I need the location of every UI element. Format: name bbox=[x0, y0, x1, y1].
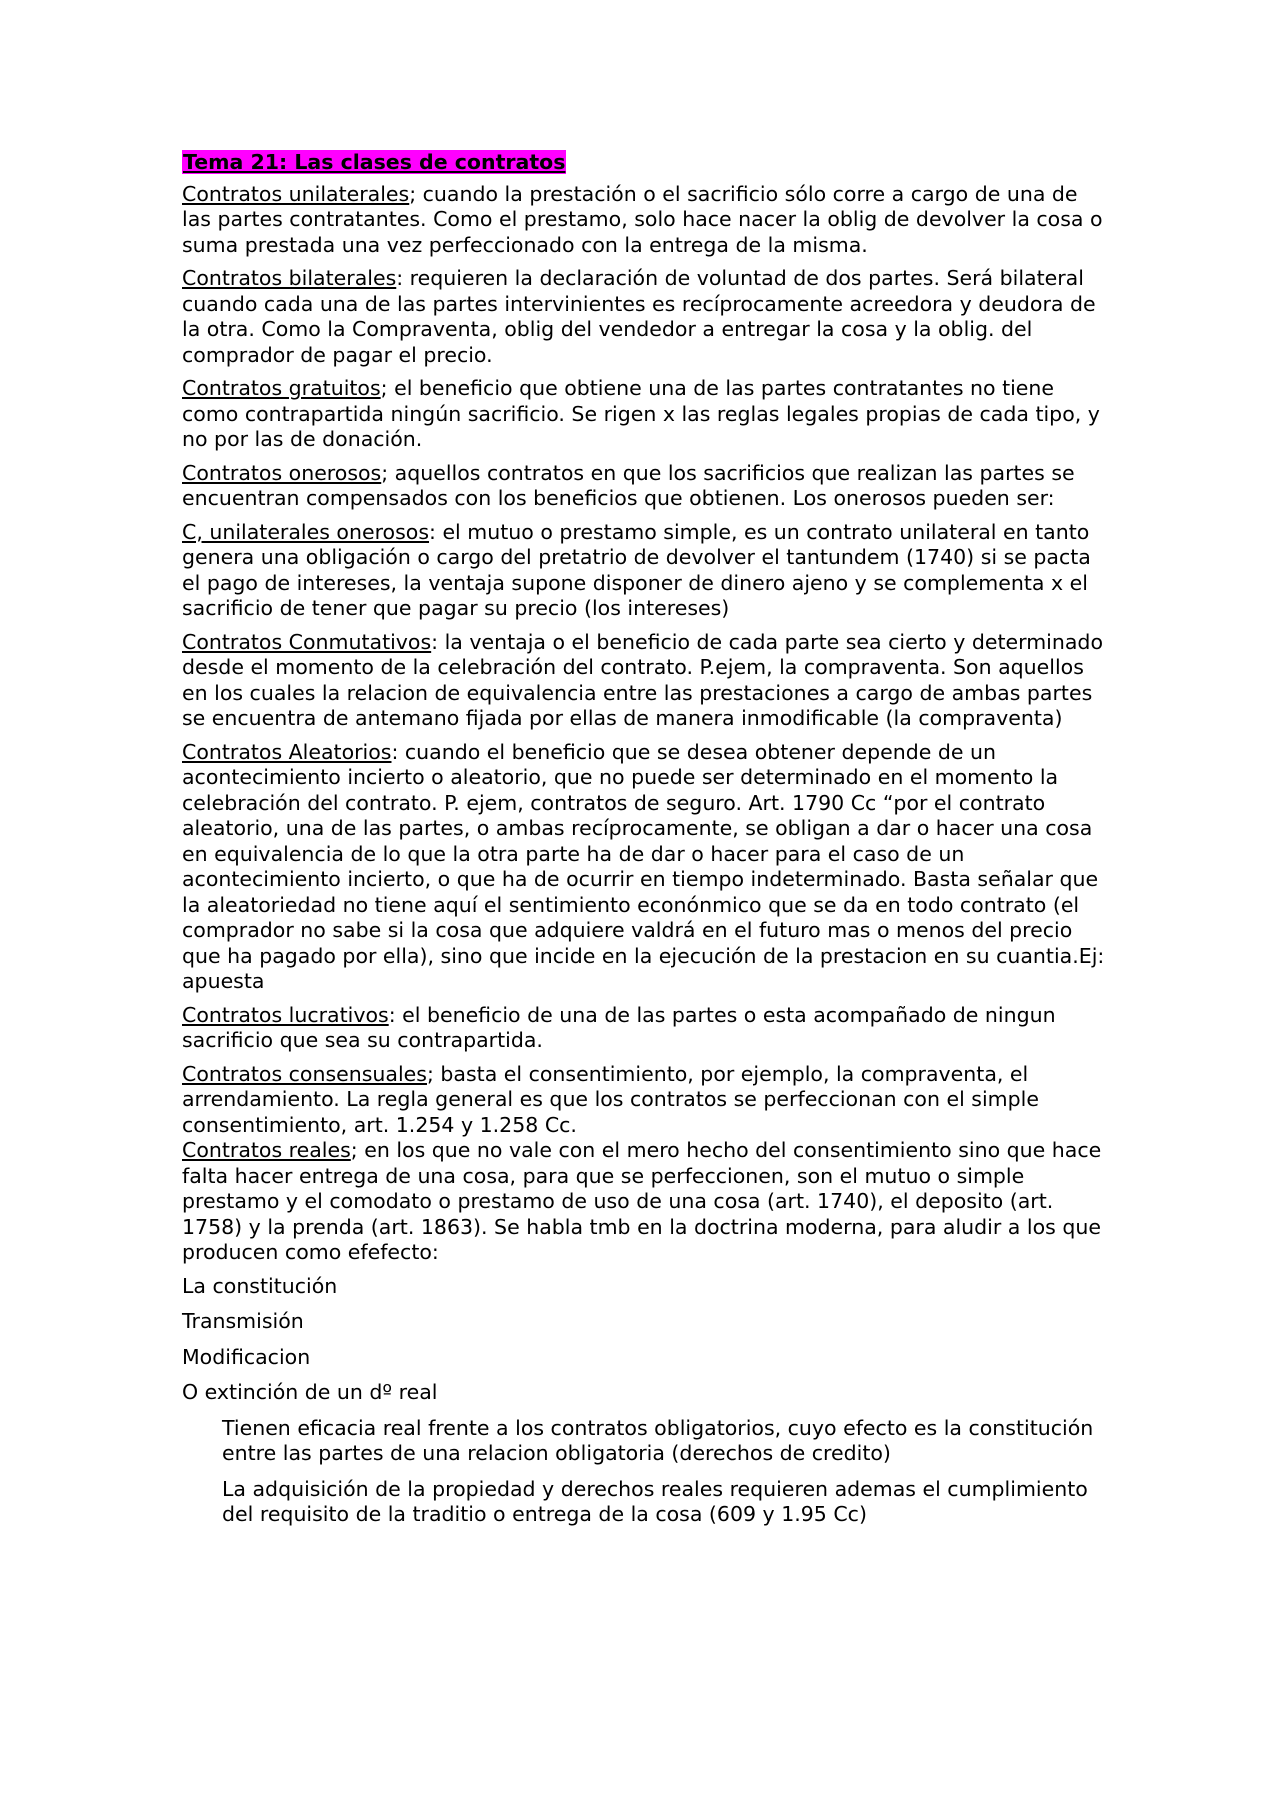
section-text: ; aquellos contratos en que los sacrificios que realizan las partes se encuentran compensados con los beneficios que obtienen. Los onerosos pueden ser: bbox=[182, 460, 1075, 510]
section-unilaterales bbox=[182, 182, 1110, 259]
title-highlight: Tema 21: Las clases de contratos bbox=[183, 150, 566, 174]
section-text: : el mutuo o prestamo simple, es un contrato unilateral en tanto genera una obligación o cargo del pretatrio de devolver el tantundem (1740) si se pacta el pago de intereses, la ventaja supone disponer de dinero ajeno y se complementa x el sacrificio de tener que pagar su precio (los intereses) bbox=[182, 519, 1091, 620]
term-label: Contratos unilaterales bbox=[182, 181, 410, 206]
term-label: Contratos reales bbox=[182, 1138, 351, 1162]
effect-item-transmision: Transmisión bbox=[182, 1309, 304, 1333]
section-unilaterales-onerosos bbox=[182, 520, 1110, 622]
section-text: : el beneficio de una de las partes o esta acompañado de ningun sacrificio que sea su contrapartida. bbox=[182, 1002, 1056, 1052]
effect-item-extincion: O extinción de un dº real bbox=[182, 1380, 438, 1404]
term-label: Contratos gratuitos bbox=[182, 376, 381, 400]
section-gratuitos bbox=[182, 376, 1110, 453]
term-label: Contratos Conmutativos bbox=[182, 629, 432, 654]
section-bilaterales bbox=[182, 266, 1110, 368]
document-title bbox=[182, 150, 1110, 176]
effect-item-constitucion: La constitución bbox=[182, 1273, 338, 1298]
term-label: Contratos onerosos bbox=[182, 460, 382, 485]
section-text: : cuando el beneficio que se desea obtener depende de un acontecimiento incierto o aleatorio, que no puede ser determinado en el momento la celebración del contrato. P. ejem, contratos de seguro. Art. 1790 Cc “por el contrato aleatorio, una de las partes, o ambas recíprocamente, se obligan a dar o hacer una cosa en equivalencia de lo que la otra parte ha de dar o hacer para el caso de un acontecimiento incierto, o que ha de ocurrir en tiempo indeterminado. Basta señalar que la aleatoriedad no tiene aquí el sentimiento econónmico que se da en todo contrato (el comprador no sabe si la cosa que adquiere valdrá en el futuro mas o menos del precio que ha pagado por ella), sino que incide en la ejecución de la prestacion en su cuantia.Ej: apuesta bbox=[182, 739, 1105, 993]
section-text: : la ventaja o el beneficio de cada parte sea cierto y determinado desde el momento de la celebración del contrato. P.ejem, la compraventa. Son aquellos en los cuales la relacion de equivalencia entre las prestaciones a cargo de ambas partes se encuentra de antemano fijada por ellas de manera inmodificable (la compraventa) bbox=[182, 629, 1103, 730]
section-aleatorios bbox=[182, 740, 1110, 995]
indented-paragraph-adquisicion: La adquisición de la propiedad y derechos reales requieren ademas el cumplimiento del requisito de la traditio o entrega de la cosa (609 y 1.95 Cc) bbox=[222, 1476, 1088, 1526]
term-label: Contratos Aleatorios bbox=[182, 739, 392, 764]
section-lucrativos bbox=[182, 1003, 1110, 1054]
section-text: ; cuando la prestación o el sacrificio sólo corre a cargo de una de las partes contratantes. Como el prestamo, solo hace nacer la oblig de devolver la cosa o suma prestada una vez perfeccionado con la entrega de la misma. bbox=[182, 181, 1103, 257]
section-text: ; basta el consentimiento, por ejemplo, la compraventa, el arrendamiento. La regla general es que los contratos se perfeccionan con el simple consentimiento, art. 1.254 y 1.258 Cc. bbox=[182, 1061, 1039, 1137]
effect-item-modificacion: Modificacion bbox=[182, 1344, 311, 1369]
document-page bbox=[182, 150, 1110, 1538]
section-text: ; en los que no vale con el mero hecho del consentimiento sino que hace falta hacer entrega de una cosa, para que se perfeccionen, son el mutuo o simple prestamo y el comodato o prestamo de uso de una cosa (art. 1740), el deposito (art. 1758) y la prenda (art. 1863). Se habla tmb en la doctrina moderna, para aludir a los que producen como efefecto: bbox=[182, 1138, 1102, 1264]
section-onerosos bbox=[182, 461, 1110, 512]
term-label: C, unilaterales onerosos bbox=[182, 519, 430, 544]
section-reales bbox=[182, 1138, 1110, 1266]
term-label: Contratos consensuales bbox=[182, 1061, 427, 1086]
section-text: ; el beneficio que obtiene una de las partes contratantes no tiene como contrapartida ningún sacrificio. Se rigen x las reglas legales propias de cada tipo, y no por las de donación. bbox=[182, 376, 1100, 451]
section-consensuales bbox=[182, 1062, 1110, 1139]
term-label: Contratos lucrativos bbox=[182, 1002, 389, 1027]
indented-paragraph-eficacia: Tienen eficacia real frente a los contratos obligatorios, cuyo efecto es la constitución entre las partes de una relacion obligatoria (derechos de credito) bbox=[222, 1415, 1094, 1465]
section-text: : requieren la declaración de voluntad de dos partes. Será bilateral cuando cada una de las partes intervinientes es recíprocamente acreedora y deudora de la otra. Como la Compraventa, oblig del vendedor a entregar la cosa y la oblig. del comprador de pagar el precio. bbox=[182, 266, 1096, 367]
term-label: Contratos bilaterales bbox=[182, 266, 397, 290]
section-conmutativos bbox=[182, 630, 1110, 732]
